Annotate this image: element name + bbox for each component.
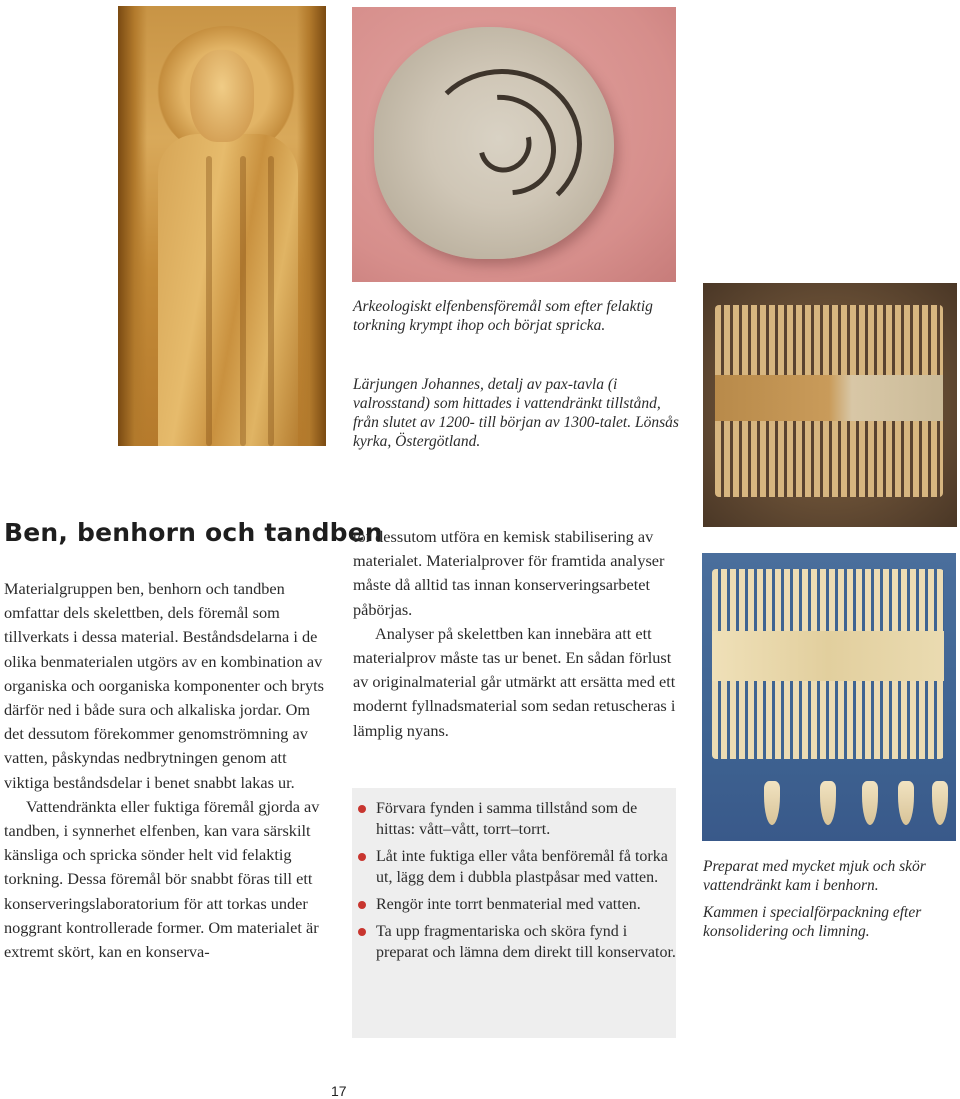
tooth-fragment bbox=[932, 781, 948, 825]
body-column-middle bbox=[353, 525, 678, 743]
ivory-disc-photo bbox=[352, 7, 676, 282]
packaged-comb-photo bbox=[702, 553, 956, 841]
tooth-fragment bbox=[764, 781, 780, 825]
bullet-dot-icon bbox=[358, 901, 366, 909]
body-paragraph: Materialgruppen ben, benhorn och tandben omfattar dels skelettben, dels föremål som tillverkats i dessa material. Beståndsdelarna i de olika benmaterialen utgörs av en kombination av organiska och oorganiska komponenter och bryts därför ned i både sura och alkaliska jordar. Om det dessutom förekommer genomströmning av vatten, påskyndas nedbrytningen genom att viktiga beståndsdelar i benet snabbt lakas ur. bbox=[4, 579, 324, 792]
robe-fold bbox=[206, 156, 212, 446]
tip-list bbox=[352, 788, 676, 963]
comb-bar-shape bbox=[712, 631, 944, 681]
tip-text: Låt inte fuktiga eller våta benföremål få torka ut, lägg dem i dubbla plastpåsar med vatten. bbox=[376, 848, 668, 886]
body-paragraph: Vattendränkta eller fuktiga föremål gjorda av tandben, i synnerhet elfenben, kan vara särskilt känsliga och spricka sönder helt vid felaktig torkning. Dessa föremål bör snabbt föras till ett konserveringslaboratorium för att torkas under noggrant kontrollerade former. Om materialet är extremt skört, kan en konserva- bbox=[4, 796, 320, 962]
tip-text: Rengör inte torrt benmaterial med vatten. bbox=[376, 896, 641, 913]
tip-text: Ta upp fragmentariska och sköra fynd i preparat och lämna dem direkt till konservator. bbox=[376, 923, 676, 961]
bullet-dot-icon bbox=[358, 853, 366, 861]
robe-fold bbox=[240, 156, 246, 446]
robe-shape bbox=[158, 134, 298, 446]
list-item bbox=[352, 921, 676, 963]
bullet-dot-icon bbox=[358, 805, 366, 813]
page-number: 17 bbox=[331, 1083, 347, 1099]
waterlogged-comb-photo bbox=[703, 283, 957, 527]
list-item bbox=[352, 894, 676, 915]
caption-comb-2: Kammen i specialförpackning efter konsolidering och limning. bbox=[703, 904, 922, 940]
tooth-fragment bbox=[862, 781, 878, 825]
face-shape bbox=[190, 50, 254, 142]
bullet-dot-icon bbox=[358, 928, 366, 936]
body-paragraph: Analyser på skelettben kan innebära att ett materialprov måste tas ur benet. En sådan förlust av originalmaterial går utmärkt att ersätta med ett modernt fyllnadsmaterial som sedan retuscheras i lämplig nyans. bbox=[353, 623, 676, 740]
section-heading: Ben, benhorn och tandben bbox=[4, 518, 383, 547]
tooth-fragment bbox=[898, 781, 914, 825]
tip-text: Förvara fynden i samma tillstånd som de hittas: vått–vått, torrt–torrt. bbox=[376, 800, 638, 838]
caption-ivory-disc: Arkeologiskt elfenbensföremål som efter felaktig torkning krympt ihop och börjat spricka. bbox=[353, 298, 653, 334]
body-paragraph-continued: tor dessutom utföra en kemisk stabilisering av materialet. Materialprover för framtida analyser måste då alltid tas innan konserveringsarbetet påbörjas. bbox=[353, 527, 665, 619]
tooth-fragment bbox=[820, 781, 836, 825]
body-column-left bbox=[4, 577, 334, 964]
ivory-figure-photo bbox=[118, 6, 326, 446]
robe-fold bbox=[268, 156, 274, 446]
list-item bbox=[352, 798, 676, 840]
caption-comb-1: Preparat med mycket mjuk och skör vattendränkt kam i benhorn. bbox=[703, 858, 926, 894]
caption-ivory-figure: Lärjungen Johannes, detalj av pax-tavla (i valrosstand) som hittades i vattendränkt tillstånd, från slutet av 1200- till början av 1300-talet. Lönsås kyrka, Östergötland. bbox=[353, 376, 679, 450]
tip-box bbox=[352, 788, 676, 1038]
comb-bar-shape bbox=[715, 375, 943, 421]
list-item bbox=[352, 846, 676, 888]
